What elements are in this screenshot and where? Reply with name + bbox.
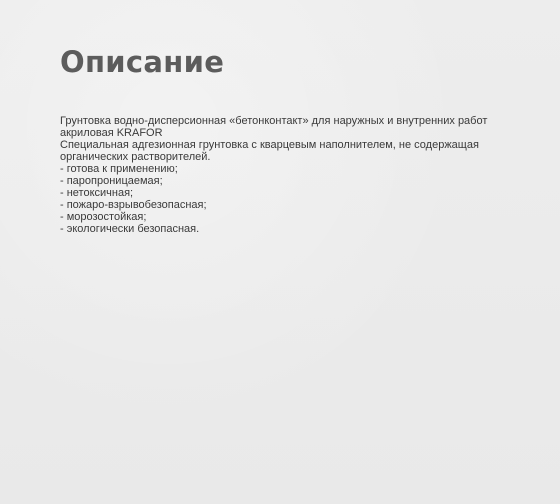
feature-list-item: - нетоксичная; <box>60 187 134 199</box>
description-line: Специальная адгезионная грунтовка с кварцевым наполнителем, не содержащая <box>60 139 479 151</box>
description-line: акриловая KRAFOR <box>60 127 163 139</box>
feature-list-item: - пожаро-взрывобезопасная; <box>60 199 207 211</box>
section-title: Описание <box>60 45 225 79</box>
feature-list-item: - морозостойкая; <box>60 211 147 223</box>
feature-list-item: - готова к применению; <box>60 163 178 175</box>
description-text <box>60 115 530 235</box>
description-line: Грунтовка водно-дисперсионная «бетонконтакт» для наружных и внутренних работ <box>60 115 488 127</box>
feature-list-item: - экологически безопасная. <box>60 223 200 235</box>
feature-list-item: - паропроницаемая; <box>60 175 163 187</box>
description-line: органических растворителей. <box>60 151 211 163</box>
